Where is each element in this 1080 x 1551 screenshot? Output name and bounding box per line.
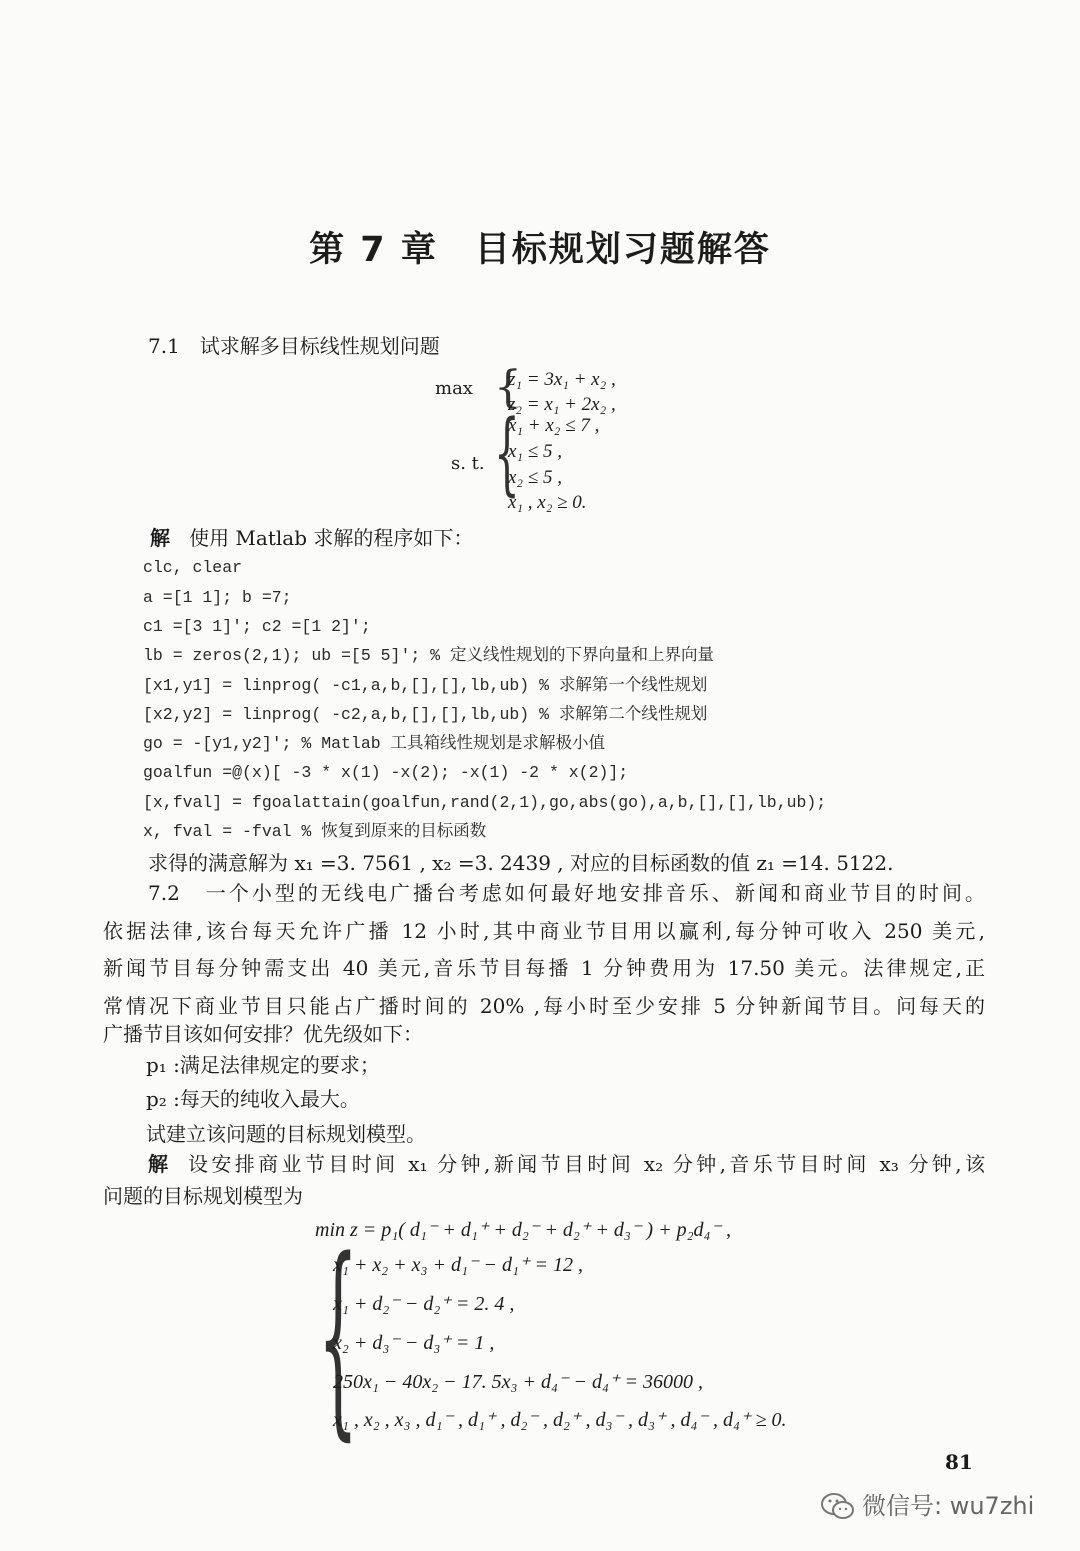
objective-2: z₂ = x₁ + 2x₂ ,	[508, 394, 616, 415]
paragraph-line: 依据法律,该台每天允许广播 12 小时,其中商业节目用以赢利,每分钟可收入 250 美元,	[103, 919, 985, 943]
goal-objective: min z = p₁( d₁⁻ + d₁⁺ + d₂⁻ + d₂⁺ + d₃⁻ ) + p₂d₄⁻ ,	[315, 1219, 732, 1241]
code-line: clc, clear	[143, 558, 243, 577]
wechat-icon	[820, 1492, 856, 1522]
objective-1: z₁ = 3x₁ + x₂ ,	[508, 369, 616, 390]
paragraph-line: 新闻节目每分钟需支出 40 美元,音乐节目每播 1 分钟费用为 17.50 美元。法律规定,正	[103, 956, 985, 980]
code-line: a =[1 1]; b =7;	[143, 588, 292, 607]
goal-constraint: x₁ + x₂ + x₃ + d₁⁻ − d₁⁺ = 12 ,	[333, 1254, 583, 1276]
constraint-2: x₁ ≤ 5 ,	[508, 441, 562, 462]
solution-label: 解	[148, 1152, 168, 1176]
code-line: x, fval = -fval % 恢复到原来的目标函数	[143, 822, 487, 841]
priority-1: p₁ :满足法律规定的要求；	[146, 1053, 380, 1077]
goal-constraint-brace: {	[318, 1214, 359, 1459]
solution-text: 设安排商业节目时间 x₁ 分钟,新闻节目时间 x₂ 分钟,音乐节目时间 x₃ 分钟,该	[188, 1152, 985, 1176]
code-line: goalfun =@(x)[ -3 * x(1) -x(2); -x(1) -2 * x(2)];	[143, 763, 629, 782]
watermark-text: 微信号: wu7zhi	[862, 1492, 1035, 1520]
solution-line-2: 问题的目标规划模型为	[103, 1184, 303, 1208]
code-line: [x1,y1] = linprog( -c1,a,b,[],[],lb,ub) % 求解第一个线性规划	[143, 676, 708, 695]
goal-constraint: x₂ + d₃⁻ − d₃⁺ = 1 ,	[333, 1332, 495, 1354]
priority-2: p₂ :每天的纯收入最大。	[146, 1087, 360, 1111]
task-text: 试建立该问题的目标规划模型。	[146, 1122, 426, 1146]
constraint-1: x₁ + x₂ ≤ 7 ,	[508, 415, 600, 436]
watermark	[820, 1486, 1034, 1522]
chapter-title: 第 7 章 目标规划习题解答	[309, 230, 771, 270]
paragraph-line: 广播节目该如何安排？优先级如下：	[103, 1022, 423, 1046]
result-text: 求得的满意解为 x₁ =3. 7561 , x₂ =3. 2439 , 对应的目标函数的值 z₁ =14. 5122.	[148, 851, 894, 875]
code-line: go = -[y1,y2]′; % Matlab 工具箱线性规划是求解极小值	[143, 734, 606, 753]
constraint-4: x₁ , x₂ ≥ 0.	[508, 492, 587, 513]
objective-brace: {	[494, 362, 522, 413]
max-label: max	[435, 378, 473, 399]
problem-7-1-heading: 7.1 试求解多目标线性规划问题	[148, 334, 440, 358]
goal-constraint: x₁ , x₂ , x₃ , d₁⁻ , d₁⁺ , d₂⁻ , d₂⁺ , d₃⁻ , d₃⁺ , d₄⁻ , d₄⁺ ≥ 0.	[333, 1409, 787, 1431]
st-label: s. t.	[451, 453, 485, 474]
solution-label: 解	[150, 526, 170, 550]
code-line: c1 =[3 1]′; c2 =[1 2]′;	[143, 617, 371, 636]
code-line: [x2,y2] = linprog( -c2,a,b,[],[],lb,ub) % 求解第二个线性规划	[143, 705, 708, 724]
code-line: [x,fval] = fgoalattain(goalfun,rand(2,1),go,abs(go),a,b,[],[],lb,ub);	[143, 793, 827, 812]
paragraph-line: 常情况下商业节目只能占广播时间的 20% ,每小时至少安排 5 分钟新闻节目。问每天的	[103, 994, 985, 1018]
solution-intro	[150, 525, 473, 551]
page-number: 81	[945, 1450, 973, 1474]
solution-line-1	[148, 1151, 985, 1177]
solution-intro-text: 使用 Matlab 求解的程序如下：	[189, 526, 474, 550]
constraint-3: x₂ ≤ 5 ,	[508, 467, 562, 488]
goal-constraint: x₁ + d₂⁻ − d₂⁺ = 2. 4 ,	[333, 1293, 515, 1315]
goal-constraint: 250x₁ − 40x₂ − 17. 5x₃ + d₄⁻ − d₄⁺ = 36000 ,	[333, 1371, 703, 1393]
code-line: lb = zeros(2,1); ub =[5 5]′; % 定义线性规划的下界向量和上界向量	[143, 646, 714, 665]
constraint-brace: {	[494, 401, 520, 506]
paragraph-line: 7.2 一个小型的无线电广播台考虑如何最好地安排音乐、新闻和商业节目的时间。	[148, 881, 985, 905]
